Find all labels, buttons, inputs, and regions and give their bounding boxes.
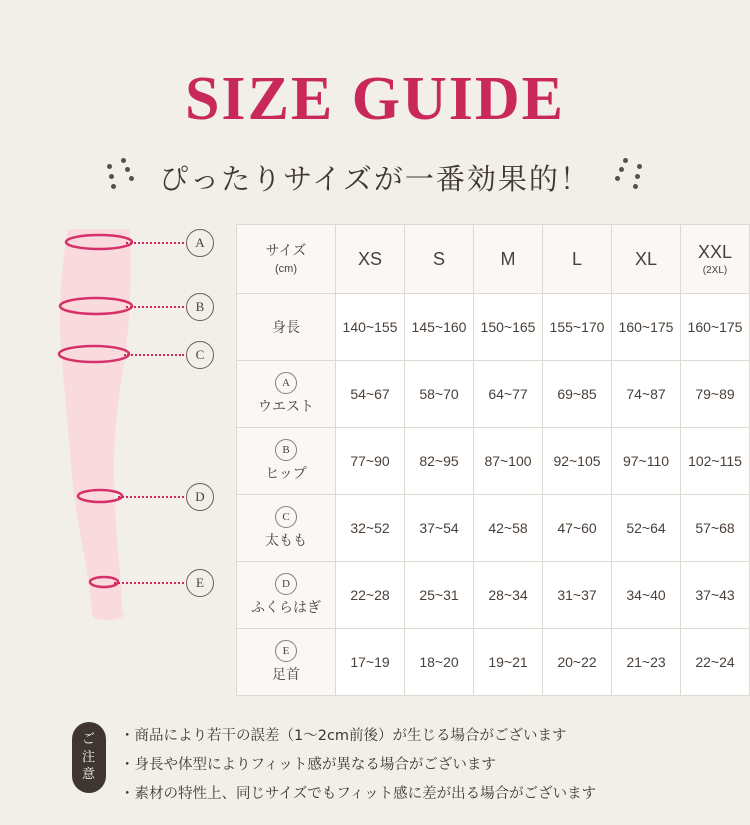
cell-height-m: 150~165 — [474, 294, 543, 361]
table-row — [237, 294, 750, 361]
cell-thigh-xxl: 57~68 — [681, 495, 750, 562]
cell-hip-l: 92~105 — [543, 428, 612, 495]
row-label-hip: ヒップ — [265, 465, 307, 482]
note-item-1: ・商品により若干の誤差（1〜2cm前後）が生じる場合がございます — [120, 728, 567, 744]
marker-b: B — [186, 293, 214, 321]
note-item-3: ・素材の特性上、同じサイズでもフィット感に差が出る場合がございます — [120, 786, 597, 802]
row-badge-b: B — [275, 439, 297, 461]
size-table-wrapper — [236, 224, 750, 696]
cell-thigh-l: 47~60 — [543, 495, 612, 562]
row-header-waist — [237, 361, 336, 428]
table-row — [237, 361, 750, 428]
row-label-height: 身長 — [272, 318, 300, 335]
column-header-s — [405, 225, 474, 294]
row-badge-c: C — [275, 506, 297, 528]
cell-height-l: 155~170 — [543, 294, 612, 361]
size-table — [236, 224, 750, 696]
corner-unit: (cm) — [275, 263, 297, 276]
measurement-bands — [38, 224, 188, 624]
cell-hip-m: 87~100 — [474, 428, 543, 495]
row-badge-d: D — [275, 573, 297, 595]
cell-ankle-xl: 21~23 — [612, 629, 681, 696]
marker-a: A — [186, 229, 214, 257]
leader-line-d — [118, 496, 184, 498]
row-badge-a: A — [275, 372, 297, 394]
leg-illustration — [28, 224, 228, 644]
row-label-waist: ウエスト — [258, 398, 314, 415]
cell-hip-xl: 97~110 — [612, 428, 681, 495]
leader-line-a — [126, 242, 184, 244]
column-label-s: S — [432, 248, 445, 269]
cell-height-xl: 160~175 — [612, 294, 681, 361]
column-label-l: L — [571, 248, 582, 269]
cell-waist-xs: 54~67 — [336, 361, 405, 428]
row-header-height — [237, 294, 336, 361]
table-row — [237, 629, 750, 696]
row-header-calf — [237, 562, 336, 629]
cell-ankle-s: 18~20 — [405, 629, 474, 696]
cell-thigh-m: 42~58 — [474, 495, 543, 562]
page-subtitle: ぴったりサイズが一番効果的！ — [159, 161, 591, 196]
table-row — [237, 428, 750, 495]
column-label-xs: XS — [357, 248, 382, 269]
marker-e: E — [186, 569, 214, 597]
notes-section — [72, 722, 750, 809]
cell-thigh-xs: 32~52 — [336, 495, 405, 562]
row-header-thigh — [237, 495, 336, 562]
cell-waist-xl: 74~87 — [612, 361, 681, 428]
cell-thigh-xl: 52~64 — [612, 495, 681, 562]
decorative-dots-right-icon — [607, 156, 651, 198]
table-row — [237, 495, 750, 562]
column-label-xxl: XXL — [697, 242, 733, 262]
column-header-xs — [336, 225, 405, 294]
row-label-thigh: 太もも — [265, 532, 307, 549]
table-row — [237, 562, 750, 629]
cell-calf-xxl: 37~43 — [681, 562, 750, 629]
column-header-xl — [612, 225, 681, 294]
cell-ankle-xxl: 22~24 — [681, 629, 750, 696]
corner-label: サイズ — [265, 242, 307, 259]
cell-calf-l: 31~37 — [543, 562, 612, 629]
cell-waist-l: 69~85 — [543, 361, 612, 428]
cell-hip-xxl: 102~115 — [681, 428, 750, 495]
cell-calf-m: 28~34 — [474, 562, 543, 629]
column-sublabel-xxl: (2XL) — [702, 265, 728, 276]
cell-height-xs: 140~155 — [336, 294, 405, 361]
page-title: SIZE GUIDE — [184, 65, 566, 133]
cell-waist-s: 58~70 — [405, 361, 474, 428]
cell-ankle-l: 20~22 — [543, 629, 612, 696]
subtitle-row — [0, 156, 750, 198]
cell-hip-s: 82~95 — [405, 428, 474, 495]
column-header-l — [543, 225, 612, 294]
leader-line-e — [114, 582, 184, 584]
column-label-xl: XL — [634, 248, 658, 269]
row-header-ankle — [237, 629, 336, 696]
notes-badge: ご 注 意 — [72, 722, 106, 793]
marker-c: C — [186, 341, 214, 369]
row-label-ankle: 足首 — [272, 666, 300, 683]
marker-d: D — [186, 483, 214, 511]
cell-waist-m: 64~77 — [474, 361, 543, 428]
cell-height-xxl: 160~175 — [681, 294, 750, 361]
main-content — [0, 224, 750, 696]
row-header-hip — [237, 428, 336, 495]
cell-waist-xxl: 79~89 — [681, 361, 750, 428]
cell-hip-xs: 77~90 — [336, 428, 405, 495]
cell-calf-xs: 22~28 — [336, 562, 405, 629]
cell-height-s: 145~160 — [405, 294, 474, 361]
column-header-m — [474, 225, 543, 294]
table-header-row — [237, 225, 750, 294]
cell-ankle-xs: 17~19 — [336, 629, 405, 696]
note-item-2: ・身長や体型によりフィット感が異なる場合がございます — [120, 757, 496, 773]
column-label-m: M — [500, 248, 516, 269]
column-header-xxl — [681, 225, 750, 294]
cell-thigh-s: 37~54 — [405, 495, 474, 562]
row-badge-e: E — [275, 640, 297, 662]
decorative-dots-left-icon — [99, 156, 143, 198]
leader-line-b — [126, 306, 184, 308]
table-corner-header — [237, 225, 336, 294]
size-table-body — [237, 294, 750, 696]
cell-ankle-m: 19~21 — [474, 629, 543, 696]
notes-list — [120, 722, 596, 809]
leader-line-c — [124, 354, 184, 356]
cell-calf-xl: 34~40 — [612, 562, 681, 629]
size-table-head — [237, 225, 750, 294]
row-label-calf: ふくらはぎ — [251, 599, 321, 616]
cell-calf-s: 25~31 — [405, 562, 474, 629]
